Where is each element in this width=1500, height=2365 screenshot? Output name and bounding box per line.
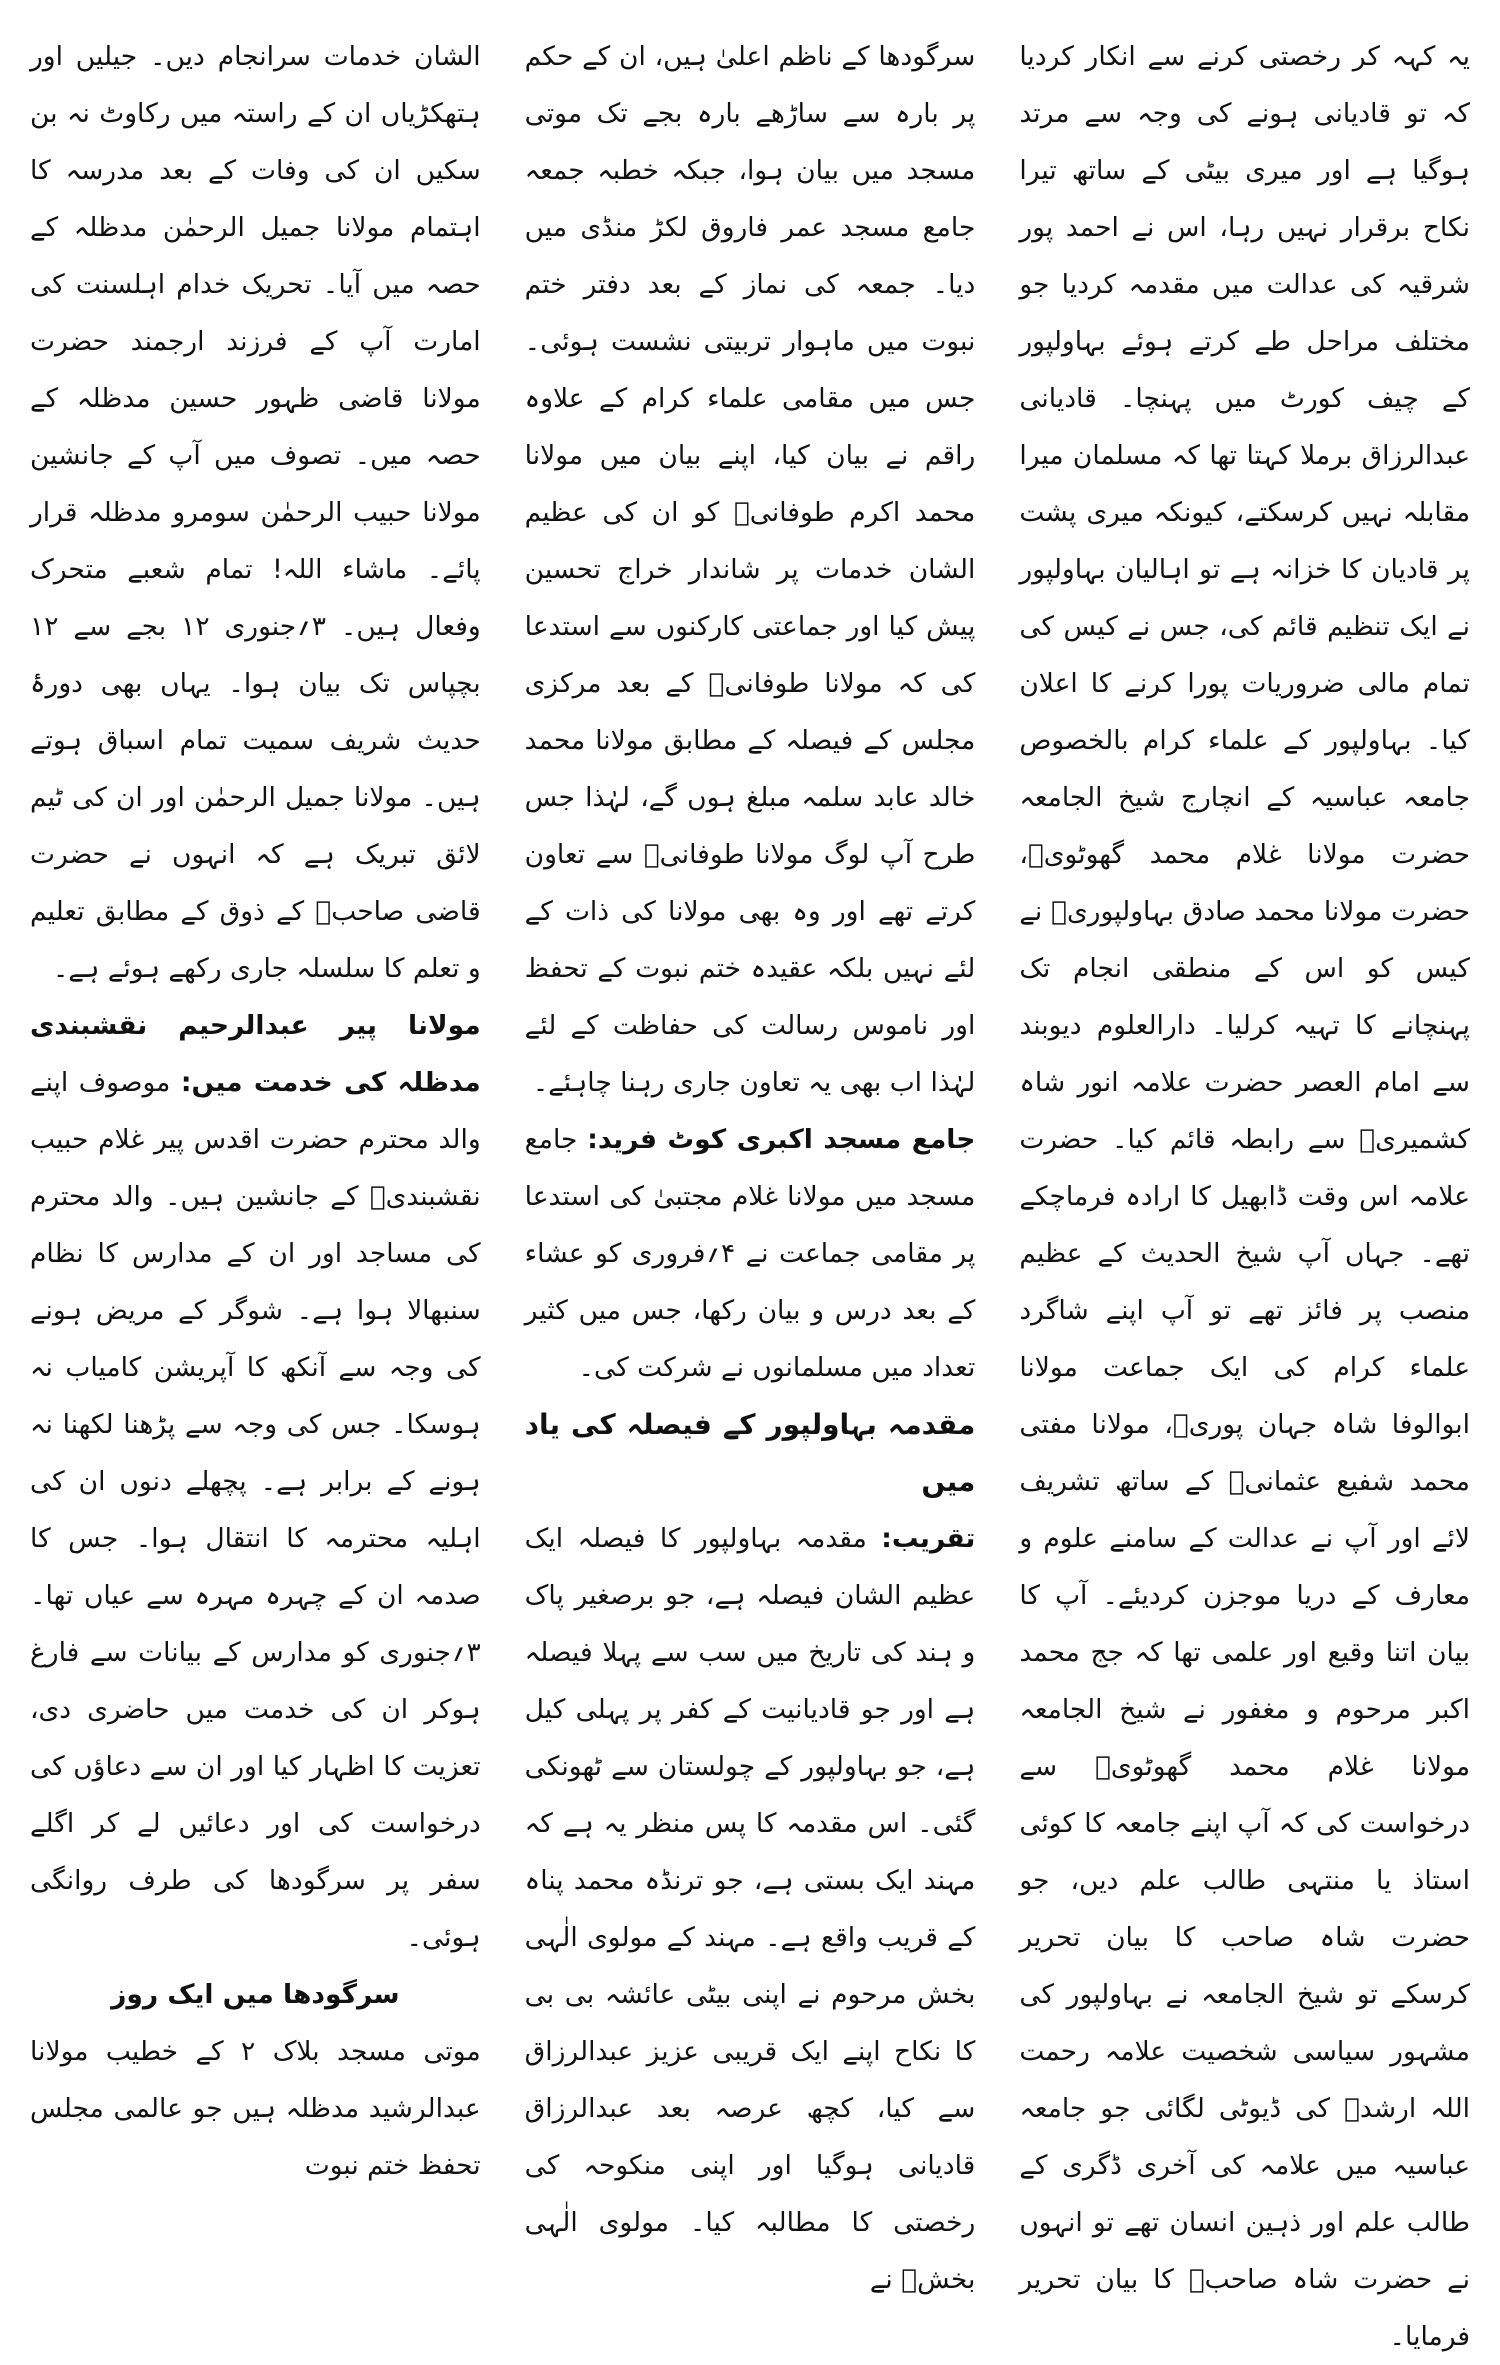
paragraph: الشان خدمات سرانجام دیں۔ جیلیں اور ہتھکڑیاں ان کے راستہ میں رکاوٹ نہ بن سکیں ان کی وفات کے بعد مدرسہ کا اہتمام مولانا جمیل الرحمٰن مدظلہ کے حصہ میں آیا۔ تحریک خدام اہلسنت کی امارت آپ کے فرزند ارجمند حضرت مولانا قاضی ظہور حسین مدظلہ کے حصہ میں۔ تصوف میں آپ کے جانشین مولانا حبیب الرحمٰن سومرو مدظلہ قرار پائے۔ ماشاء اللہ! تمام شعبے متحرک وفعال ہیں۔ ۳؍جنوری ۱۲ بجے سے ۱۲ بچپاس تک بیان ہوا۔ یہاں بھی دورۂ حدیث شریف سمیت تمام اسباق ہوتے ہیں۔ مولانا جمیل الرحمٰن اور ان کی ٹیم لائق تبریک ہے کہ انہوں نے حضرت قاضی صاحبؒ کے ذوق کے مطابق تعلیم و تعلم کا سلسلہ جاری رکھے ہوئے ہے۔ bbox=[30, 41, 481, 984]
paragraph bbox=[30, 997, 481, 1966]
section-lead: جامع مسجد اکبری کوٹ فرید: bbox=[587, 1124, 976, 1155]
column-right bbox=[30, 28, 481, 2181]
paragraph: موتی مسجد بلاک ۲ کے خطیب مولانا عبدالرشید مدظلہ ہیں جو عالمی مجلس تحفظ ختم نبوت bbox=[30, 2036, 481, 2181]
section-heading: مقدمہ بہاولپور کے فیصلہ کی یاد میں bbox=[524, 1408, 976, 1498]
section-lead: تقریب: bbox=[881, 1523, 976, 1554]
section-heading: سرگودھا میں ایک روز bbox=[111, 1979, 400, 2010]
paragraph bbox=[525, 1111, 976, 1396]
column-middle bbox=[524, 28, 976, 2295]
column-left bbox=[1019, 28, 1471, 2352]
paragraph-text: جامع مسجد میں مولانا غلام مجتبیٰ کی استدعا پر مقامی جماعت نے ۴؍فروری کو عشاء کے بعد درس و بیان رکھا، جس میں کثیر تعداد میں مسلمانوں نے شرکت کی۔ bbox=[524, 1124, 976, 1383]
paragraph: سرگودھا کے ناظم اعلیٰ ہیں، ان کے حکم پر بارہ سے ساڑھے بارہ بجے تک موتی مسجد میں بیان ہوا، جبکہ خطبہ جمعہ جامع مسجد عمر فاروق لکڑ منڈی میں دیا۔ جمعہ کی نماز کے بعد دفتر ختم نبوت میں ماہوار تربیتی نشست ہوئی۔ جس میں مقامی علماء کرام کے علاوہ راقم نے بیان کیا، اپنے بیان میں مولانا محمد اکرم طوفانیؒ کو ان کی عظیم الشان خدمات پر شاندار خراج تحسین پیش کیا اور جماعتی کارکنوں سے استدعا کی کہ مولانا طوفانیؒ کے بعد مرکزی مجلس کے فیصلہ کے مطابق مولانا محمد خالد عابد سلمہ مبلغ ہوں گے، لہٰذا جس طرح آپ لوگ مولانا طوفانیؒ سے تعاون کرتے تھے اور وہ بھی مولانا کی ذات کے لئے نہیں بلکہ عقیدہ ختم نبوت کے تحفظ اور ناموس رسالت کی حفاظت کے لئے لہٰذا اب بھی یہ تعاون جاری رہنا چاہئے۔ bbox=[524, 41, 976, 1098]
paragraph bbox=[525, 1510, 976, 2308]
section-lead: مولانا پیر عبدالرحیم نقشبندی مدظلہ کی خدمت میں: bbox=[30, 1010, 481, 1098]
paragraph-text: مقدمہ بہاولپور کا فیصلہ ایک عظیم الشان فیصلہ ہے، جو برصغیر پاک و ہند کی تاریخ میں سب سے پہلا فیصلہ ہے اور جو قادیانیت کے کفر پر پہلی کیل ہے، جو بہاولپور کے چولستان سے ٹھونکی گئی۔ اس مقدمہ کا پس منظر یہ ہے کہ مہند ایک بستی ہے، جو ترنڈہ محمد پناہ کے قریب واقع ہے۔ مہند کے مولوی الٰہی بخش مرحوم نے اپنی بیٹی عائشہ بی بی کا نکاح اپنے ایک قریبی عزیز عبدالرزاق سے کیا، کچھ عرصہ بعد عبدالرزاق قادیانی ہوگیا اور اپنی منکوحہ کی رخصتی کا مطالبہ کیا۔ مولوی الٰہی بخشؒ نے bbox=[524, 1523, 976, 2295]
paragraph: یہ کہہ کر رخصتی کرنے سے انکار کردیا کہ تو قادیانی ہونے کی وجہ سے مرتد ہوگیا ہے اور میری بیٹی کے ساتھ تیرا نکاح برقرار نہیں رہا، اس نے احمد پور شرقیہ کی عدالت میں مقدمہ کردیا جو مختلف مراحل طے کرتے ہوئے بہاولپور کے چیف کورٹ میں پہنچا۔ قادیانی عبدالرزاق برملا کہتا تھا کہ مسلمان میرا مقابلہ نہیں کرسکتے، کیونکہ میری پشت پر قادیان کا خزانہ ہے تو اہالیان بہاولپور نے ایک تنظیم قائم کی، جس نے کیس کی تمام مالی ضروریات پورا کرنے کا اعلان کیا۔ بہاولپور کے علماء کرام بالخصوص جامعہ عباسیہ کے انچارج شیخ الجامعہ حضرت مولانا غلام محمد گھوٹویؒ، حضرت مولانا محمد صادق بہاولپوریؒ نے کیس کو اس کے منطقی انجام تک پہنچانے کا تہیہ کرلیا۔ دارالعلوم دیوبند سے امام العصر حضرت علامہ انور شاہ کشمیریؒ سے رابطہ قائم کیا۔ حضرت علامہ اس وقت ڈابھیل کا ارادہ فرماچکے تھے۔ جہاں آپ شیخ الحدیث کے عظیم منصب پر فائز تھے تو آپ اپنے شاگرد علماء کرام کی ایک جماعت مولانا ابوالوفا شاہ جہان پوریؒ، مولانا مفتی محمد شفیع عثمانیؒ کے ساتھ تشریف لائے اور آپ نے عدالت کے سامنے علوم و معارف کے دریا موجزن کردیئے۔ آپ کا بیان اتنا وقیع اور علمی تھا کہ جج محمد اکبر مرحوم و مغفور نے شیخ الجامعہ مولانا غلام محمد گھوٹویؒ سے درخواست کی کہ آپ اپنے جامعہ کا کوئی استاذ یا منتہی طالب علم دیں، جو حضرت شاہ صاحب کا بیان تحریر کرسکے تو شیخ الجامعہ نے بہاولپور کی مشہور سیاسی شخصیت علامہ رحمت اللہ ارشدؒ کی ڈیوٹی لگائی جو جامعہ عباسیہ میں علامہ کی آخری ڈگری کے طالب علم اور ذہین انسان تھے تو انہوں نے حضرت شاہ صاحبؒ کا بیان تحریر فرمایا۔ bbox=[1019, 41, 1471, 2352]
paragraph-text: موصوف اپنے والد محترم حضرت اقدس پیر غلام حبیب نقشبندیؒ کے جانشین ہیں۔ والد محترم کی مساجد اور ان کے مدارس کا نظام سنبھالا ہوا ہے۔ شوگر کے مریض ہونے کی وجہ سے آنکھ کا آپریشن کامیاب نہ ہوسکا۔ جس کی وجہ سے پڑھنا لکھنا نہ ہونے کے برابر ہے۔ پچھلے دنوں ان کی اہلیہ محترمہ کا انتقال ہوا۔ جس کا صدمہ ان کے چہرہ مہرہ سے عیاں تھا۔ ۳؍جنوری کو مدارس کے بیانات سے فارغ ہوکر ان کی خدمت میں حاضری دی، تعزیت کا اظہار کیا اور ان سے دعاؤں کی درخواست کی اور دعائیں لے کر اگلے سفر پر سرگودھا کی طرف روانگی ہوئی۔ bbox=[30, 1067, 481, 1953]
